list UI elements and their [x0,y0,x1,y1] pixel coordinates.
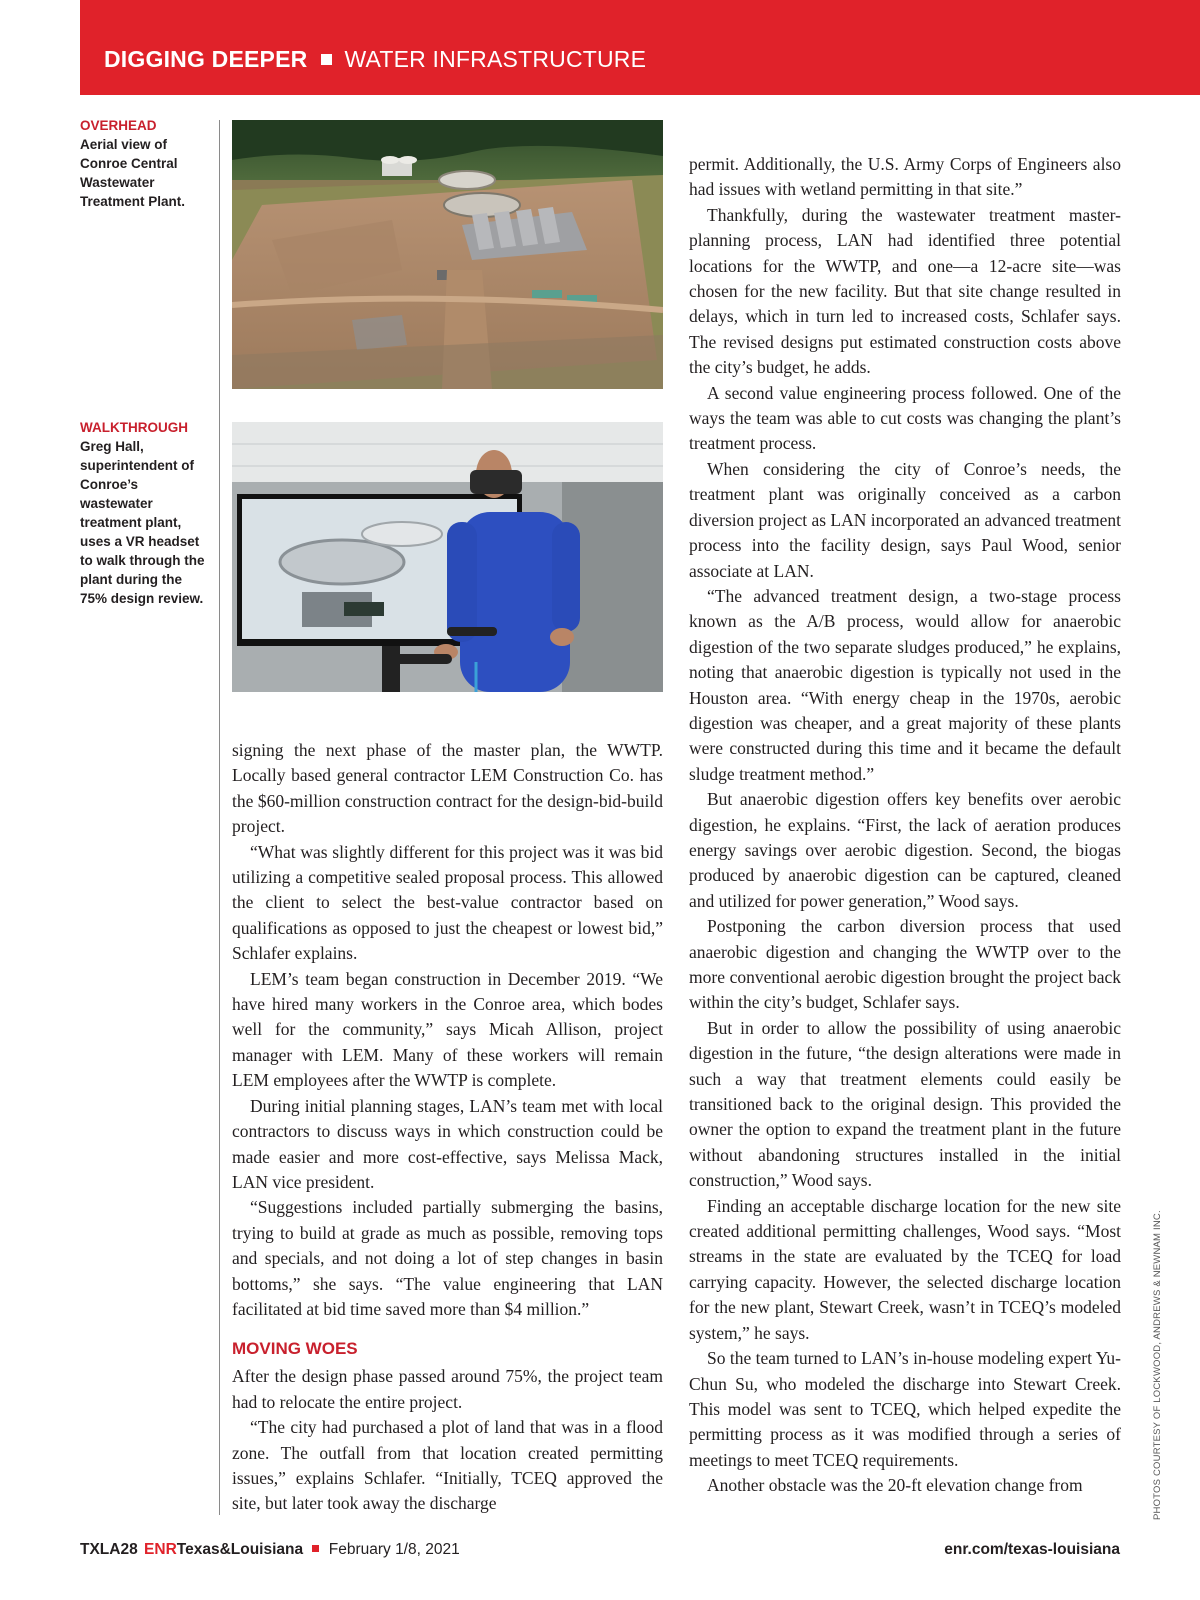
square-bullet-icon [312,1545,319,1552]
body-paragraph: signing the next phase of the master plan, the WWTP. Locally based general contractor LEM Construction Co. has the $60-million construction contract for the design-bid-build project. [232,740,663,837]
column-divider [219,120,220,1515]
brand-name: ENR [144,1541,177,1558]
caption-walkthrough [80,418,210,608]
body-paragraph: “The advanced treatment design, a two-stage process known as the A/B process, would allow for anaerobic digestion of the two separate sludges produced,” he explains, noting that anaerobic digestion is typically not used in the Houston area. “With energy cheap in the 1970s, aerobic digestion was cheaper, and a great majority of these plants were constructed during this time and it became the default sludge treatment method.” [689,585,1121,784]
aerial-construction-photo [232,120,663,389]
article-column-2 [689,152,1121,1499]
body-paragraph: Another obstacle was the 20-ft elevation change from [707,1475,1083,1496]
page-number: TXLA28 [80,1541,138,1558]
body-paragraph: “The city had purchased a plot of land that was in a flood zone. The outfall from that location created permitting issues,” explains Schlafer. “Initially, TCEQ approved the site, but later took away the discharge [232,1417,663,1514]
square-bullet-icon [321,54,332,65]
caption-label: WALKTHROUGH [80,420,188,435]
caption-text: Greg Hall, superintendent of Conroe’s wastewater treatment plant, uses a VR headset to walk through the plant during the 75% design review. [80,439,205,606]
caption-text: Aerial view of Conroe Central Wastewater Treatment Plant. [80,137,186,209]
folio [80,1541,460,1559]
body-paragraph: When considering the city of Conroe’s needs, the treatment plant was originally conceived as a carbon diversion project as LAN incorporated an advanced treatment process into the facility design, says Paul Wood, senior associate at LAN. [689,458,1121,581]
body-paragraph: After the design phase passed around 75%, the project team had to relocate the entire project. [232,1366,663,1412]
section-kicker: DIGGING DEEPER [104,46,308,72]
banner-title [104,46,646,73]
caption-label: OVERHEAD [80,118,157,133]
body-paragraph: Thankfully, during the wastewater treatment master-planning process, LAN had identified three potential locations for the WWTP, and one—a 12-acre site—was chosen for the new facility. But that site change resulted in delays, which in turn led to increased costs, Schlafer says. The revised designs put estimated construction costs above the city’s budget, he adds. [689,204,1121,378]
vr-headset-photo-icon [232,422,663,692]
body-paragraph: During initial planning stages, LAN’s team met with local contractors to discuss ways in which construction could be made easier and more cost-effective, says Melissa Mack, LAN vice president. [232,1095,663,1192]
site-url[interactable]: enr.com/texas-louisiana [944,1541,1120,1558]
section-banner [80,0,1200,95]
body-paragraph: “Suggestions included partially submerging the basins, trying to build at grade as much as possible, removing tops and specials, and not doing a lot of step changes in basin bottoms,” she says. “The value engineering that LAN facilitated at bid time saved more than $4 million.” [232,1197,663,1319]
subheading: MOVING WOES [232,1339,358,1359]
body-paragraph: permit. Additionally, the U.S. Army Corps of Engineers also had issues with wetland permitting in that site.” [689,154,1121,200]
body-paragraph: LEM’s team began construction in December 2019. “We have hired many workers in the Conroe area, which bodes well for the community,” says Micah Allison, project manager with LEM. Many of these workers will remain LEM employees after the WWTP is complete. [232,968,663,1091]
photo-credit: PHOTOS COURTESY OF LOCKWOOD, ANDREWS & NEWNAM INC. [1152,1210,1163,1520]
body-paragraph: “What was slightly different for this project was it was bid utilizing a competitive sealed proposal process. This allowed the client to select the best-value contractor based on qualifications as opposed to just the cheapest or lowest bid,” Schlafer explains. [232,841,663,964]
issue-date: February 1/8, 2021 [328,1541,460,1558]
section-topic: WATER INFRASTRUCTURE [344,46,647,72]
body-paragraph: So the team turned to LAN’s in-house modeling expert Yu-Chun Su, who modeled the discharge into Stewart Creek. This model was sent to TCEQ, which helped expedite the permitting process as it was modified through a series of meetings to meet TCEQ requirements. [689,1348,1121,1470]
publication-name: Texas&Louisiana [176,1541,304,1558]
body-paragraph: But anaerobic digestion offers key benefits over aerobic digestion, he explains. “First, the lack of aeration produces energy savings over aerobic digestion. Second, the biogas produced by anaerobic digestion can be captured, cleaned and utilized for power generation,” Wood says. [689,789,1121,911]
body-paragraph: But in order to allow the possibility of using anaerobic digestion in the future, “the design alterations were made in such a way that treatment elements could easily be transitioned back to the original design. This provided the owner the option to expand the treatment plant in the future without abandoning structures installed in the initial construction,” Wood says. [689,1017,1121,1191]
body-paragraph: A second value engineering process followed. One of the ways the team was able to cut costs was changing the plant’s treatment process. [689,382,1121,454]
body-paragraph: Postponing the carbon diversion process that used anaerobic digestion and changing the WWTP over to the more conventional aerobic digestion brought the project back within the city’s budget, Schlafer says. [689,916,1121,1013]
caption-overhead [80,116,210,211]
body-paragraph: Finding an acceptable discharge location for the new site created additional permitting challenges, Wood says. “Most streams in the state are evaluated by the TCEQ for load carrying capacity. However, the selected discharge location for the new plant, Stewart Creek, wasn’t in TCEQ’s modeled system,” he says. [689,1195,1121,1343]
article-column-1 [232,738,663,1517]
vr-headset-photo [232,422,663,692]
aerial-construction-photo-icon [232,120,663,389]
